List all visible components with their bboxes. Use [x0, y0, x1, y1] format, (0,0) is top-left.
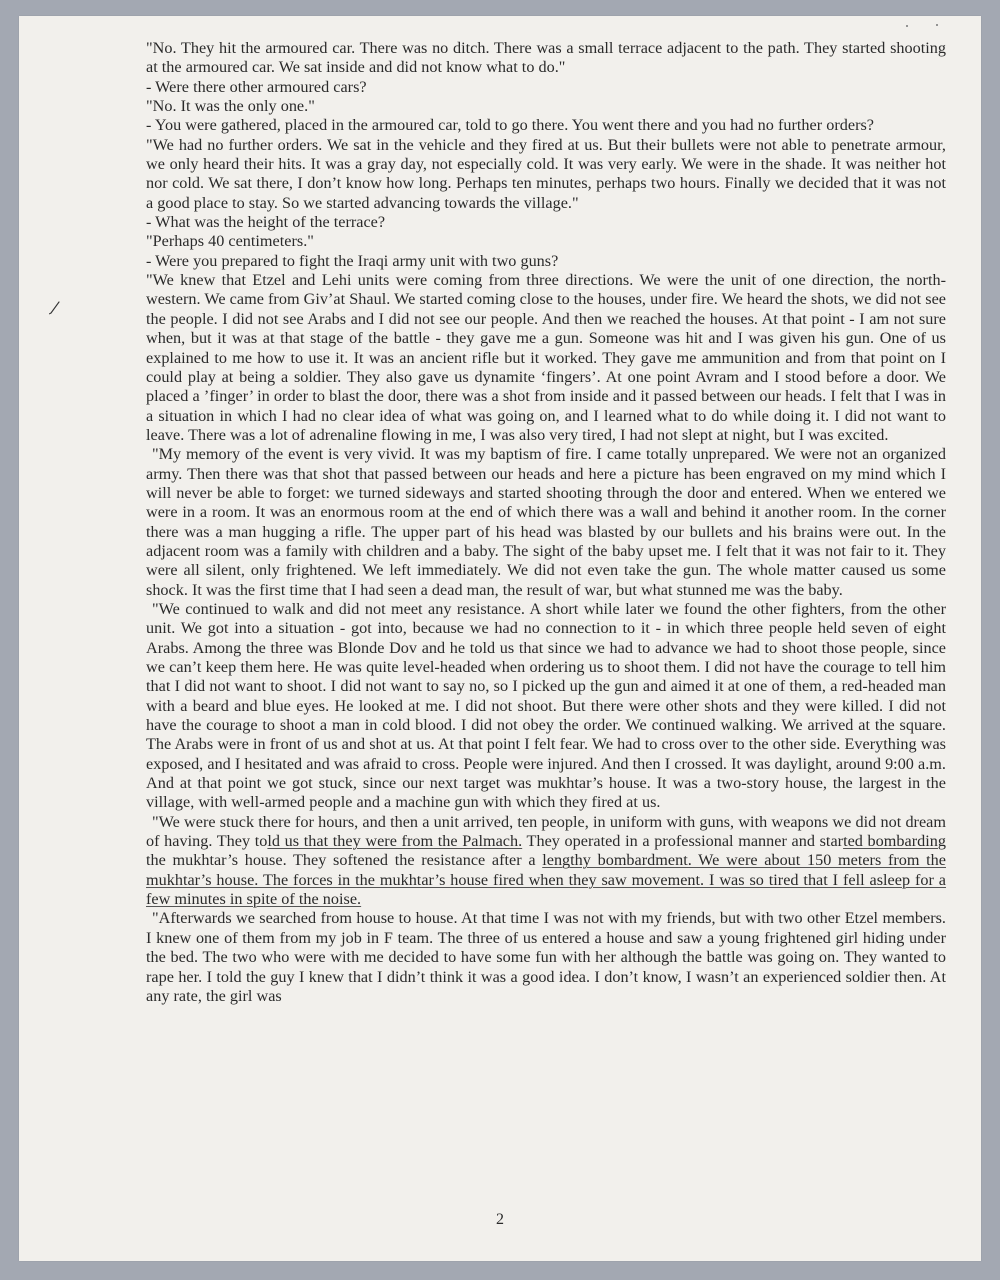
- pen-margin-mark-icon: [49, 301, 61, 315]
- paragraph-answer: "No. It was the only one.": [146, 97, 315, 116]
- paragraph-question: - What was the height of the terrace?: [146, 213, 386, 232]
- paragraph-continued-walk: "We continued to walk and did not meet any resistance. A short while later we found the other fighters, from the other unit. We got into a situation - got into, because we had no connection to it - in which three people held seven of eight Arabs. Among the three was Blonde Dov and he told us that since we had to advance we had to shoot those people, since we can’t keep them here. He was quite level-headed when ordering us to shoot them. I did not have the courage to tell him that I did not want to shoot. I did not want to say no, so I picked up the gun and aimed it at one of them, a red-headed man with a beard and blue eyes. He looked at me. I did not shoot. But there were other shots and they were killed. I did not have the courage to shoot a man in cold blood. I did not obey the order. We continued walking. We arrived at the square. The Arabs were in front of us and shot at us. At that point I felt fear. We had to cross over to the other side. Everything was exposed, and I hesitated and was afraid to cross. People were injured. And then I crossed. It was daylight, around 9:00 a.m. And at that point we got stuck, since our next target was mukhtar’s house. It was a two-story house, the largest in the village, with well-armed people and a machine gun with which they fired at us.: [146, 599, 946, 812]
- paragraph-house-search: "Afterwards we searched from house to house. At that time I was not with my friends, but with two other Etzel members. I knew one of them from my job in F team. The three of us entered a house and saw a young frightened girl hiding under the bed. The two who were with me decided to have some fun with her although the battle was going on. They wanted to rape her. I told the guy I knew that I didn’t think it was a good idea. I don’t know, I wasn’t an experienced soldier then. At any rate, the girl was: [146, 909, 946, 1005]
- page-number: 2: [496, 1211, 504, 1228]
- handwritten-underline: ted bombarding: [843, 832, 946, 851]
- handwritten-underline: lengthy bombardment. We were about 150 meters from the mukhtar’s house. The forces in the mukhtar’s house fired when they saw movement. I was so tired that I fell asleep for a few minutes in spite of the noise.: [146, 851, 946, 909]
- paragraph-question: - Were there other armoured cars?: [146, 77, 367, 96]
- palmach-text-seg: They operated in a professional manner and star: [522, 832, 844, 851]
- document-body: [146, 39, 946, 1006]
- paper-speck: [906, 25, 908, 27]
- paragraph-question: - Were you prepared to fight the Iraqi army unit with two guns?: [146, 251, 559, 270]
- paragraph-baptism-of-fire: "My memory of the event is very vivid. It was my baptism of fire. I came totally unprepared. We were not an organized army. Then there was that shot that passed between our heads and here a picture has been engraved on my mind which I will never be able to forget: we turned sideways and started shooting through the door and entered. When we entered we were in a room. It was an enormous room at the end of which there was a wall and behind it another room. In the corner there was a man hugging a rifle. The upper part of his head was blasted by our bullets and his brains were out. In the adjacent room was a family with children and a baby. The sight of the baby upset me. I felt that it was not fair to it. They were all silent, only frightened. We left immediately. We did not even take the gun. The whole matter caused us some shock. It was the first time that I had seen a dead man, the result of war, but what stunned me was the baby.: [146, 445, 946, 599]
- paragraph-answer: "Perhaps 40 centimeters.": [146, 232, 314, 251]
- palmach-text-seg: the mukhtar’s house. They softened the resistance after a: [146, 851, 543, 870]
- paragraph-answer: "No. They hit the armoured car. There was no ditch. There was a small terrace adjacent to the path. They started shooting at the armoured car. We sat inside and did not know what to do.": [146, 39, 946, 77]
- paper-speck: [936, 24, 938, 26]
- paragraph-palmach: [146, 813, 946, 910]
- handwritten-underline: ld us that they were from the Palmach.: [267, 832, 523, 851]
- document-page: [19, 16, 981, 1261]
- paragraph-answer: "We knew that Etzel and Lehi units were coming from three directions. We were the unit of one direction, the north-western. We came from Giv’at Shaul. We started coming close to the houses, under fire. We heard the shots, we did not see the people. I did not see Arabs and I did not see our people. And then we reached the houses. At that point - I am not sure when, but it was at that stage of the battle - they gave me a gun. Someone was hit and I was given his gun. One of us explained to me how to use it. It was an ancient rifle but it worked. They gave me ammunition and from that point on I could play at being a soldier. They also gave us dynamite ‘fingers’. At one point Avram and I stood before a door. We placed a ’finger’ in order to blast the door, there was a shot from inside and it passed between our heads. I felt that I was in a situation in which I had no clear idea of what was going on, and I learned what to do while doing it. I did not want to leave. There was a lot of adrenaline flowing in me, I was also very tired, I had not slept at night, but I was excited.: [146, 271, 946, 444]
- palmach-text-seg: "We were stuck there for hours, and then a unit arrived, ten people, in uniform with guns, with weapons we did not dream of having. They to: [146, 812, 946, 851]
- paragraph-question: - You were gathered, placed in the armoured car, told to go there. You went there and you had no further orders?: [146, 116, 875, 135]
- paragraph-answer: "We had no further orders. We sat in the vehicle and they fired at us. But their bullets were not able to penetrate armour, we only heard their hits. It was a gray day, not especially cold. It was very early. We were in the shade. It was neither hot nor cold. We sat there, I don’t know how long. Perhaps ten minutes, perhaps two hours. Finally we decided that it was not a good place to stay. So we started advancing towards the village.": [146, 135, 946, 212]
